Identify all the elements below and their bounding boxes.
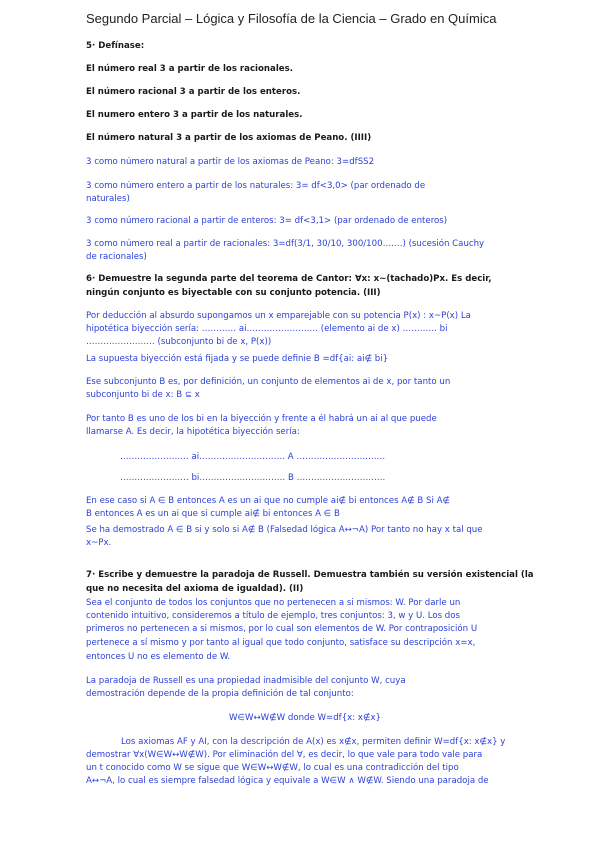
q7-line: demostración depende de la propia definición de tal conjunto: xyxy=(86,689,354,699)
q6-line: B entonces A es un ai que si cumple ai∉ bi entonces A ∈ B xyxy=(86,509,340,519)
q5-item: El número racional 3 a partir de los enteros. xyxy=(86,87,301,97)
q7-title: que no necesita del axioma de igualdad). (II) xyxy=(86,584,304,594)
q7-line: demostrar ∀x(W∈W↔W∉W). Por eliminación del ∀, es decir, lo que vale para todo vale para xyxy=(86,750,483,760)
q6-line: …………………… (subconjunto bi de x, P(x)) xyxy=(86,337,272,347)
q6-line: …………………… ai………………………… A …………………………. xyxy=(120,452,386,462)
q7-formula: W∈W↔W∉W donde W=df{x: x∉x} xyxy=(229,713,382,723)
q5-answer-line: 3 como número real a partir de racionales: 3=df(3/1, 30/10, 300/100…….) (sucesión Cauchy xyxy=(86,239,485,249)
q5-item: El número natural 3 a partir de los axiomas de Peano. (IIII) xyxy=(86,133,372,143)
q6-line: Por tanto B es uno de los bi en la biyección y frente a él habrá un ai al que puede xyxy=(86,414,437,424)
q6-line: La supuesta biyección está fijada y se puede definie B =df{ai: ai∉ bi} xyxy=(86,354,389,364)
q7-line: pertenece a sí mismo y por tanto al igual que todo conjunto, satisface su descripción x=x, xyxy=(86,638,476,648)
q7-line: primeros no pertenecen a si mismos, por lo cual son elementos de W. Por contraposición U xyxy=(86,624,478,634)
q6-line: …………………… bi………………………… B …………………………. xyxy=(120,473,386,483)
q6-line: Ese subconjunto B es, por definición, un conjunto de elementos ai de x, por tanto un xyxy=(86,377,451,387)
q7-line: Sea el conjunto de todos los conjuntos que no pertenecen a si mismos: W. Por darle un xyxy=(86,598,461,608)
q5-answer-line: 3 como número natural a partir de los axiomas de Peano: 3=dfSS2 xyxy=(86,157,375,167)
q5-answer-line: 3 como número racional a partir de enteros: 3= df<3,1> (par ordenado de enteros) xyxy=(86,216,448,226)
q6-line: llamarse A. Es decir, la hipotética biyección sería: xyxy=(86,427,300,437)
q6-title: 6· Demuestre la segunda parte del teorema de Cantor: ∀x: x~(tachado)Px. Es decir, xyxy=(86,274,492,284)
q6-line: Se ha demostrado A ∈ B si y solo si A∉ B (Falsedad lógica A↔¬A) Por tanto no hay x tal que xyxy=(86,525,483,535)
q7-line: contenido intuitivo, consideremos a título de ejemplo, tres conjuntos: 3, w y U. Los dos xyxy=(86,611,460,621)
q5-title: 5· Defínase: xyxy=(86,41,145,51)
page-header: Segundo Parcial – Lógica y Filosofía de la Ciencia – Grado en Química xyxy=(86,11,497,26)
q7-title: 7· Escribe y demuestre la paradoja de Russell. Demuestra también su versión existencial (la xyxy=(86,570,534,580)
q7-line: un t conocido como W se sigue que W∈W↔W∉W, lo cual es una contradicción del tipo xyxy=(86,763,459,773)
q7-line: A↔¬A, lo cual es siempre falsedad lógica y equivale a W∈W ∧ W∉W. Siendo una paradoja de xyxy=(86,776,489,786)
q5-answer-line: 3 como número entero a partir de los naturales: 3= df<3,0> (par ordenado de xyxy=(86,181,426,191)
q6-line: hipotética biyección sería: ………… ai……………………. (elemento ai de x) ………… bi xyxy=(86,324,448,334)
q6-line: x~Px. xyxy=(86,538,112,548)
q6-line: subconjunto bi de x: B ⊆ x xyxy=(86,390,200,400)
q5-item: El número real 3 a partir de los racionales. xyxy=(86,64,293,74)
q5-item: El numero entero 3 a partir de los naturales. xyxy=(86,110,303,120)
q6-line: En ese caso si A ∈ B entonces A es un ai que no cumple ai∉ bi entonces A∉ B Si A∉ xyxy=(86,496,450,506)
q6-title: ningún conjunto es biyectable con su conjunto potencia. (III) xyxy=(86,288,381,298)
q5-answer-line: de racionales) xyxy=(86,252,147,262)
q5-answer-line: naturales) xyxy=(86,194,130,204)
q7-line: Los axiomas AF y AI, con la descripción de A(x) es x∉x, permiten definir W=df{x: x∉x} y xyxy=(121,737,506,747)
q6-line: Por deducción al absurdo supongamos un x emparejable con su potencia P(x) : x~P(x) La xyxy=(86,311,471,321)
q7-line: La paradoja de Russell es una propiedad inadmisible del conjunto W, cuya xyxy=(86,676,406,686)
q7-line: entonces U no es elemento de W. xyxy=(86,652,231,662)
